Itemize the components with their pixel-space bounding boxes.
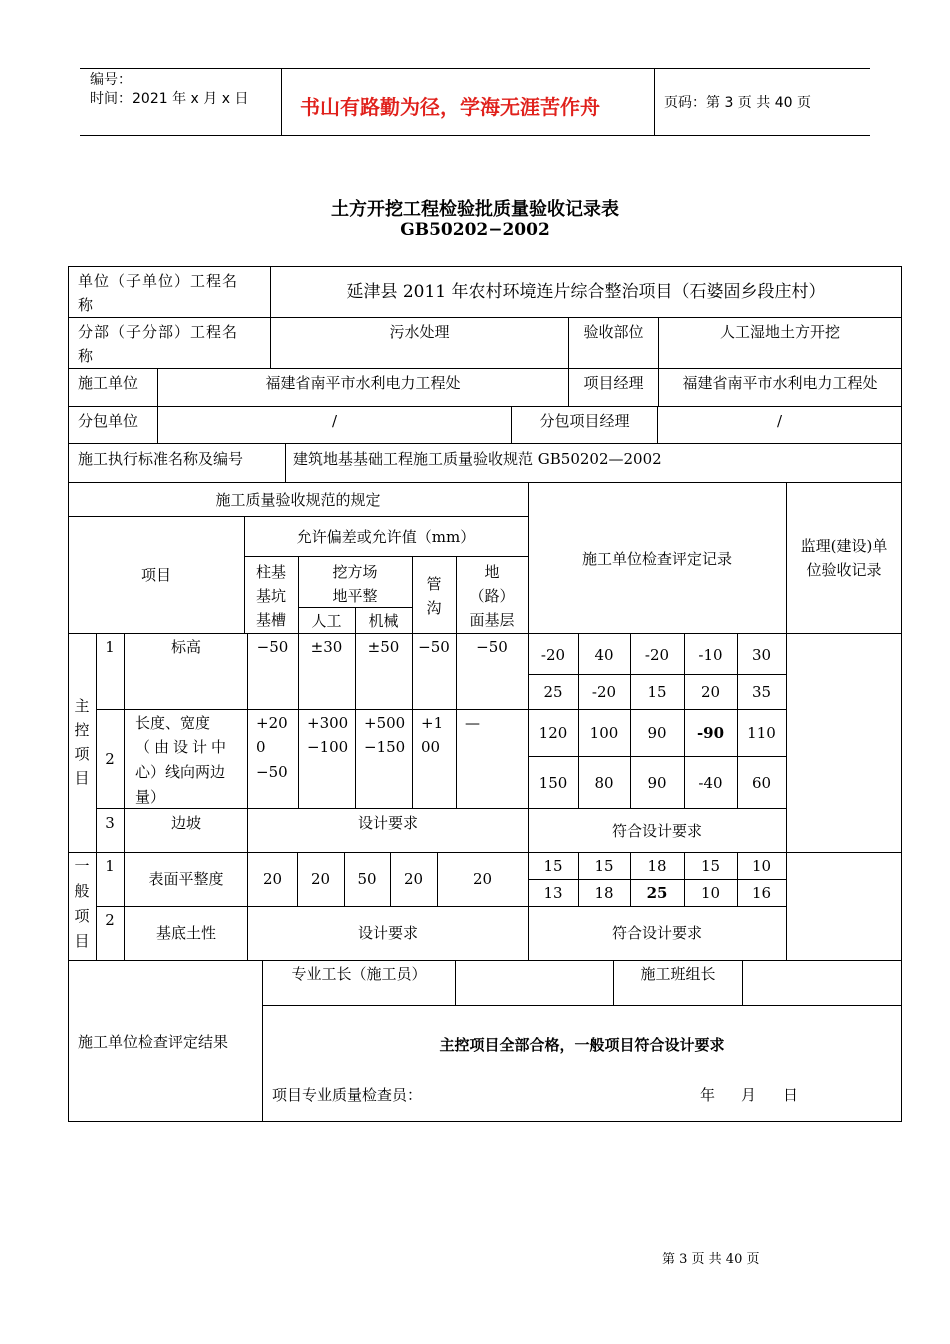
header-time-label: 时间：2021 年 x 月 x 日 xyxy=(90,91,249,107)
result-conclusion: 主控项目全部合格，一般项目符合设计要求 xyxy=(439,1036,725,1054)
main-r1-rec-a-4: -10 xyxy=(698,646,723,664)
main-r2-rec-b-1: 150 xyxy=(538,774,568,792)
general-r1-v2: 20 xyxy=(310,870,331,888)
main-r2-v3-b: −150 xyxy=(364,738,406,756)
main-r1-name: 标高 xyxy=(170,638,201,656)
main-r1-rec-b-1: 25 xyxy=(543,683,563,701)
general-r1-rec-a-5: 10 xyxy=(751,857,772,875)
main-r2-v1-b: 0 xyxy=(256,738,266,756)
col-manual-header: 人工 xyxy=(311,612,342,630)
general-r1-v1: 20 xyxy=(262,870,283,888)
main-r2-rec-b-5: 60 xyxy=(751,774,772,792)
main-r1-rec-b-3: 15 xyxy=(647,683,667,701)
main-group-label-1: 主 xyxy=(74,697,90,715)
document-title: 土方开挖工程检验批质量验收记录表 xyxy=(331,199,619,220)
header-bottom-rule xyxy=(80,135,870,136)
main-r1-v4: −50 xyxy=(418,638,450,656)
general-r2-record: 符合设计要求 xyxy=(611,924,702,942)
main-r2-v2-a: +300 xyxy=(307,714,349,732)
col-pit-header-3: 基槽 xyxy=(255,611,286,629)
general-r2-spec: 设计要求 xyxy=(357,924,418,942)
main-r1-rec-b-5: 35 xyxy=(751,683,772,701)
general-r1-rec-a-2: 15 xyxy=(594,857,614,875)
main-r1-rec-a-2: 40 xyxy=(594,646,614,664)
general-r1-rec-b-1: 13 xyxy=(543,884,563,902)
main-r1-rec-a-5: 30 xyxy=(751,646,772,664)
main-r2-name-2: （由设计中 xyxy=(135,738,231,756)
document-code: GB50202−2002 xyxy=(400,220,550,240)
main-r2-v1-a: +20 xyxy=(256,714,288,732)
main-r2-v4-a: +1 xyxy=(421,714,444,732)
general-r1-rec-a-4: 15 xyxy=(700,857,721,875)
main-r3-no: 3 xyxy=(105,814,115,832)
sub-pm-value: / xyxy=(776,412,783,430)
main-r1-v3: ±50 xyxy=(367,638,400,656)
main-r2-rec-a-5: 110 xyxy=(747,724,776,742)
general-r2-no: 2 xyxy=(105,911,115,929)
result-label: 施工单位检查评定结果 xyxy=(78,1033,229,1051)
main-r2-v3-a: +500 xyxy=(364,714,406,732)
unit-project-value: 延津县 2011 年农村环境连片综合整治项目（石婆固乡段庄村） xyxy=(346,282,826,302)
team-leader-label: 施工班组长 xyxy=(640,965,716,983)
general-group-label-2: 般 xyxy=(74,882,90,900)
main-r3-record: 符合设计要求 xyxy=(611,822,702,840)
date-day: 日 xyxy=(783,1086,799,1104)
standard-value: 建筑地基基础工程施工质量验收规范 GB50202—2002 xyxy=(293,450,662,468)
general-r1-rec-b-4: 10 xyxy=(700,884,721,902)
main-r1-no: 1 xyxy=(105,638,115,656)
header-motto: 书山有路勤为径，学海无涯苦作舟 xyxy=(300,95,600,119)
header-code-label: 编号： xyxy=(90,72,132,88)
date-year: 年 xyxy=(700,1086,716,1104)
col-road-header-3: 面基层 xyxy=(469,611,515,629)
constructor-value: 福建省南平市水利电力工程处 xyxy=(265,374,461,392)
general-r1-v3: 50 xyxy=(357,870,377,888)
general-group-label-1: 一 xyxy=(74,857,90,875)
col-road-header-1: 地 xyxy=(484,563,500,581)
general-r1-rec-b-5: 16 xyxy=(751,884,772,902)
general-group-label-3: 项 xyxy=(74,907,90,925)
main-r3-spec: 设计要求 xyxy=(357,814,418,832)
header-divider-2 xyxy=(654,68,655,135)
general-r1-rec-a-3: 18 xyxy=(647,857,667,875)
main-r1-rec-a-1: -20 xyxy=(540,646,566,664)
main-r1-rec-b-4: 20 xyxy=(700,683,721,701)
sub-project-label-cont: 称 xyxy=(78,347,94,365)
spec-title: 施工质量验收规范的规定 xyxy=(215,491,381,509)
main-group-label-3: 项 xyxy=(74,745,90,763)
col-pit-header-2: 基坑 xyxy=(255,587,286,605)
main-r2-no: 2 xyxy=(105,750,115,768)
unit-project-label-cont: 称 xyxy=(78,296,94,314)
inspector-label: 项目专业质量检查员： xyxy=(272,1086,423,1104)
allowance-title: 允许偏差或允许值（mm） xyxy=(296,528,476,546)
general-r1-v5: 20 xyxy=(472,870,493,888)
general-r1-rec-b-2: 18 xyxy=(594,884,614,902)
main-r2-rec-a-1: 120 xyxy=(538,724,568,742)
main-r2-rec-b-3: 90 xyxy=(647,774,667,792)
col-machine-header: 机械 xyxy=(368,612,399,630)
subcontractor-value: / xyxy=(331,412,338,430)
main-r2-rec-a-2: 100 xyxy=(589,724,619,742)
main-r2-v2-b: −100 xyxy=(307,738,349,756)
main-r2-rec-b-4: -40 xyxy=(698,774,723,792)
main-r1-v1: −50 xyxy=(256,638,289,656)
accept-part-label: 验收部位 xyxy=(583,323,644,341)
header-top-rule xyxy=(80,68,870,69)
header-page-info: 页码：第 3 页 共 40 页 xyxy=(664,95,811,111)
general-r1-rec-b-3: 25 xyxy=(646,884,668,902)
standard-label: 施工执行标准名称及编号 xyxy=(78,450,244,468)
main-r2-v4-b: 00 xyxy=(421,738,441,756)
col-pit-header-1: 柱基 xyxy=(255,563,286,581)
col-excavation-header-2: 地平整 xyxy=(332,587,378,605)
col-excavation-header-1: 挖方场 xyxy=(332,563,378,581)
project-manager-value: 福建省南平市水利电力工程处 xyxy=(682,374,878,392)
sub-project-value: 污水处理 xyxy=(389,323,450,341)
col-ditch-header-2: 沟 xyxy=(426,599,442,617)
supervision-header-1: 监理(建设)单 xyxy=(800,537,888,555)
subcontractor-label: 分包单位 xyxy=(78,412,139,430)
footer-page-number: 第 3 页 共 40 页 xyxy=(662,1252,760,1267)
main-r2-v1-c: −50 xyxy=(256,763,288,781)
col-ditch-header-1: 管 xyxy=(426,575,442,593)
sub-project-label: 分部（子分部）工程名 xyxy=(78,323,239,341)
unit-project-label: 单位（子单位）工程名 xyxy=(78,272,239,290)
main-r2-rec-b-2: 80 xyxy=(594,774,614,792)
general-r2-name: 基底土性 xyxy=(155,924,216,942)
item-header: 项目 xyxy=(140,566,171,584)
general-r1-no: 1 xyxy=(105,857,115,875)
general-r1-name: 表面平整度 xyxy=(148,870,224,888)
main-r1-rec-a-3: -20 xyxy=(644,646,670,664)
main-r1-v5: −50 xyxy=(476,638,508,656)
general-r1-v4: 20 xyxy=(403,870,424,888)
project-manager-label: 项目经理 xyxy=(583,374,644,392)
date-month: 月 xyxy=(741,1086,757,1104)
foreman-label: 专业工长（施工员） xyxy=(291,965,427,983)
main-r2-rec-a-4: -90 xyxy=(696,724,725,742)
main-r2-name-3: 心）线向两边 xyxy=(135,763,226,781)
general-group-label-4: 目 xyxy=(74,932,90,950)
main-r1-rec-b-2: -20 xyxy=(591,683,617,701)
main-group-label-4: 目 xyxy=(74,769,90,787)
main-r2-rec-a-3: 90 xyxy=(647,724,667,742)
general-r1-rec-a-1: 15 xyxy=(543,857,563,875)
accept-part-value: 人工湿地土方开挖 xyxy=(719,323,840,341)
main-r1-v2: ±30 xyxy=(310,638,343,656)
supervision-header-2: 位验收记录 xyxy=(806,561,882,579)
main-r2-name-1: 长度、宽度 xyxy=(135,714,211,732)
col-road-header-2: （路） xyxy=(469,587,515,605)
constructor-label: 施工单位 xyxy=(78,374,139,392)
main-group-label-2: 控 xyxy=(74,721,90,739)
main-r3-name: 边坡 xyxy=(170,814,201,832)
header-divider-1 xyxy=(281,68,282,135)
check-record-header: 施工单位检查评定记录 xyxy=(581,550,732,568)
main-r2-v5: — xyxy=(465,714,480,732)
sub-pm-label: 分包项目经理 xyxy=(539,412,630,430)
main-r2-name-4: 量） xyxy=(135,788,166,806)
